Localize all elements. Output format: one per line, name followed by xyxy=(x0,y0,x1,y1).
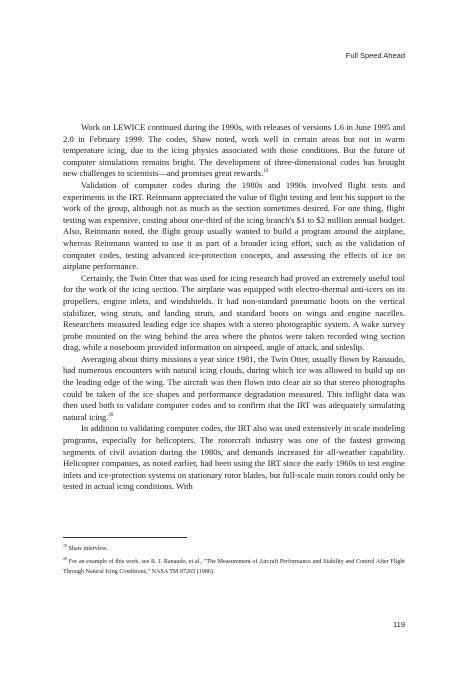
paragraph: In addition to validating computer codes, the IRT also was used extensively in scale modeling programs, especially for helicopters. The rotorcraft industry was one of the fastest growing segments of civil aviation during the 1980s, and demands increased for all-weather capability. Helicopter companies, as noted earlier, had been using the IRT since the early 1960s to test engine inlets and ice-protection systems on stationary rotor blades, but full-scale main rotors could only be tested in actual icing conditions. With xyxy=(63,423,405,492)
footnotes xyxy=(63,544,405,580)
footnote-ref[interactable]: 19 xyxy=(263,169,269,175)
paragraph: Averaging about thirty missions a year since 1981, the Twin Otter, usually flown by Ranaudo, had numerous encounters with natural icing clouds, during which ice was allowed to build up on the leading edge of the wing. The aircraft was then flown into clear air so that stereo photographs could be taken of the ice shapes and performance degradation measured. This inflight data was then used both to validate computer codes and to confirm that the IRT was adequately simulating natural icing.$^{20}$ xyxy=(63,353,405,422)
footnote-ref[interactable]: 20 xyxy=(108,412,114,418)
footnote-number: 19 xyxy=(63,542,67,548)
page-number: 119 xyxy=(393,620,405,629)
footnote-divider xyxy=(63,537,187,538)
paragraph: Validation of computer codes during the 1980s and 1990s involved flight tests and experiments in the IRT. Reinmann appreciated the value of flight testing and lent his support to the work of the group, although not as much as the section sometimes desired. For one thing, flight testing was expensive, costing about one-third of the icing branch's $1 to $2 million annual budget. Also, Reinmann noted, the flight group usually wanted to build a program around the airplane, whereas Reinmann wanted to use it as part of a broader icing effort, such as the validation of computer codes, testing advanced ice-protection concepts, and assessing the effects of ice on airplane performance. xyxy=(63,179,405,272)
footnote-number: 20 xyxy=(63,555,67,561)
footnote: $^{20}$ For an example of this work, see R. J. Ranaudo, et al., "The Measurement of Aircraft Performance and Stability and Control After Flight Through Natural Icing Conditions," NASA TM 87265 (1986). xyxy=(63,555,405,576)
body-text xyxy=(63,122,405,493)
running-head: Full Speed Ahead xyxy=(345,51,405,60)
paragraph: Work on LEWICE continued during the 1990s, with releases of versions 1.6 in June 1995 and 2.0 in February 1999. The codes, Shaw noted, work well in certain areas but not in warm temperature icing, due to the icing physics associated with those conditions. But the future of computer simulations remains bright. The development of three-dimensional codes has brought new challenges to scientists—and promises great rewards.$^{19}$ xyxy=(63,122,405,179)
footnote: $^{19}$ Shaw interview. xyxy=(63,542,108,552)
paragraph: Certainly, the Twin Otter that was used for icing research had proved an extremely useful tool for the work of the icing section. The airplane was equipped with electro-thermal anti-icers on its propellers, engine inlets, and windshields. It had non-standard pneumatic boots on the vertical stabilizer, wing struts, and landing struts, and standard boots on wings and engine nacelles. Researchers measured leading edge ice shapes with a stereo photographic system. A wake survey probe mounted on the wing behind the area where the photos were taken recorded wing section drag, while a noseboom provided information on airspeed, angle of attack, and sideslip. xyxy=(63,272,405,353)
